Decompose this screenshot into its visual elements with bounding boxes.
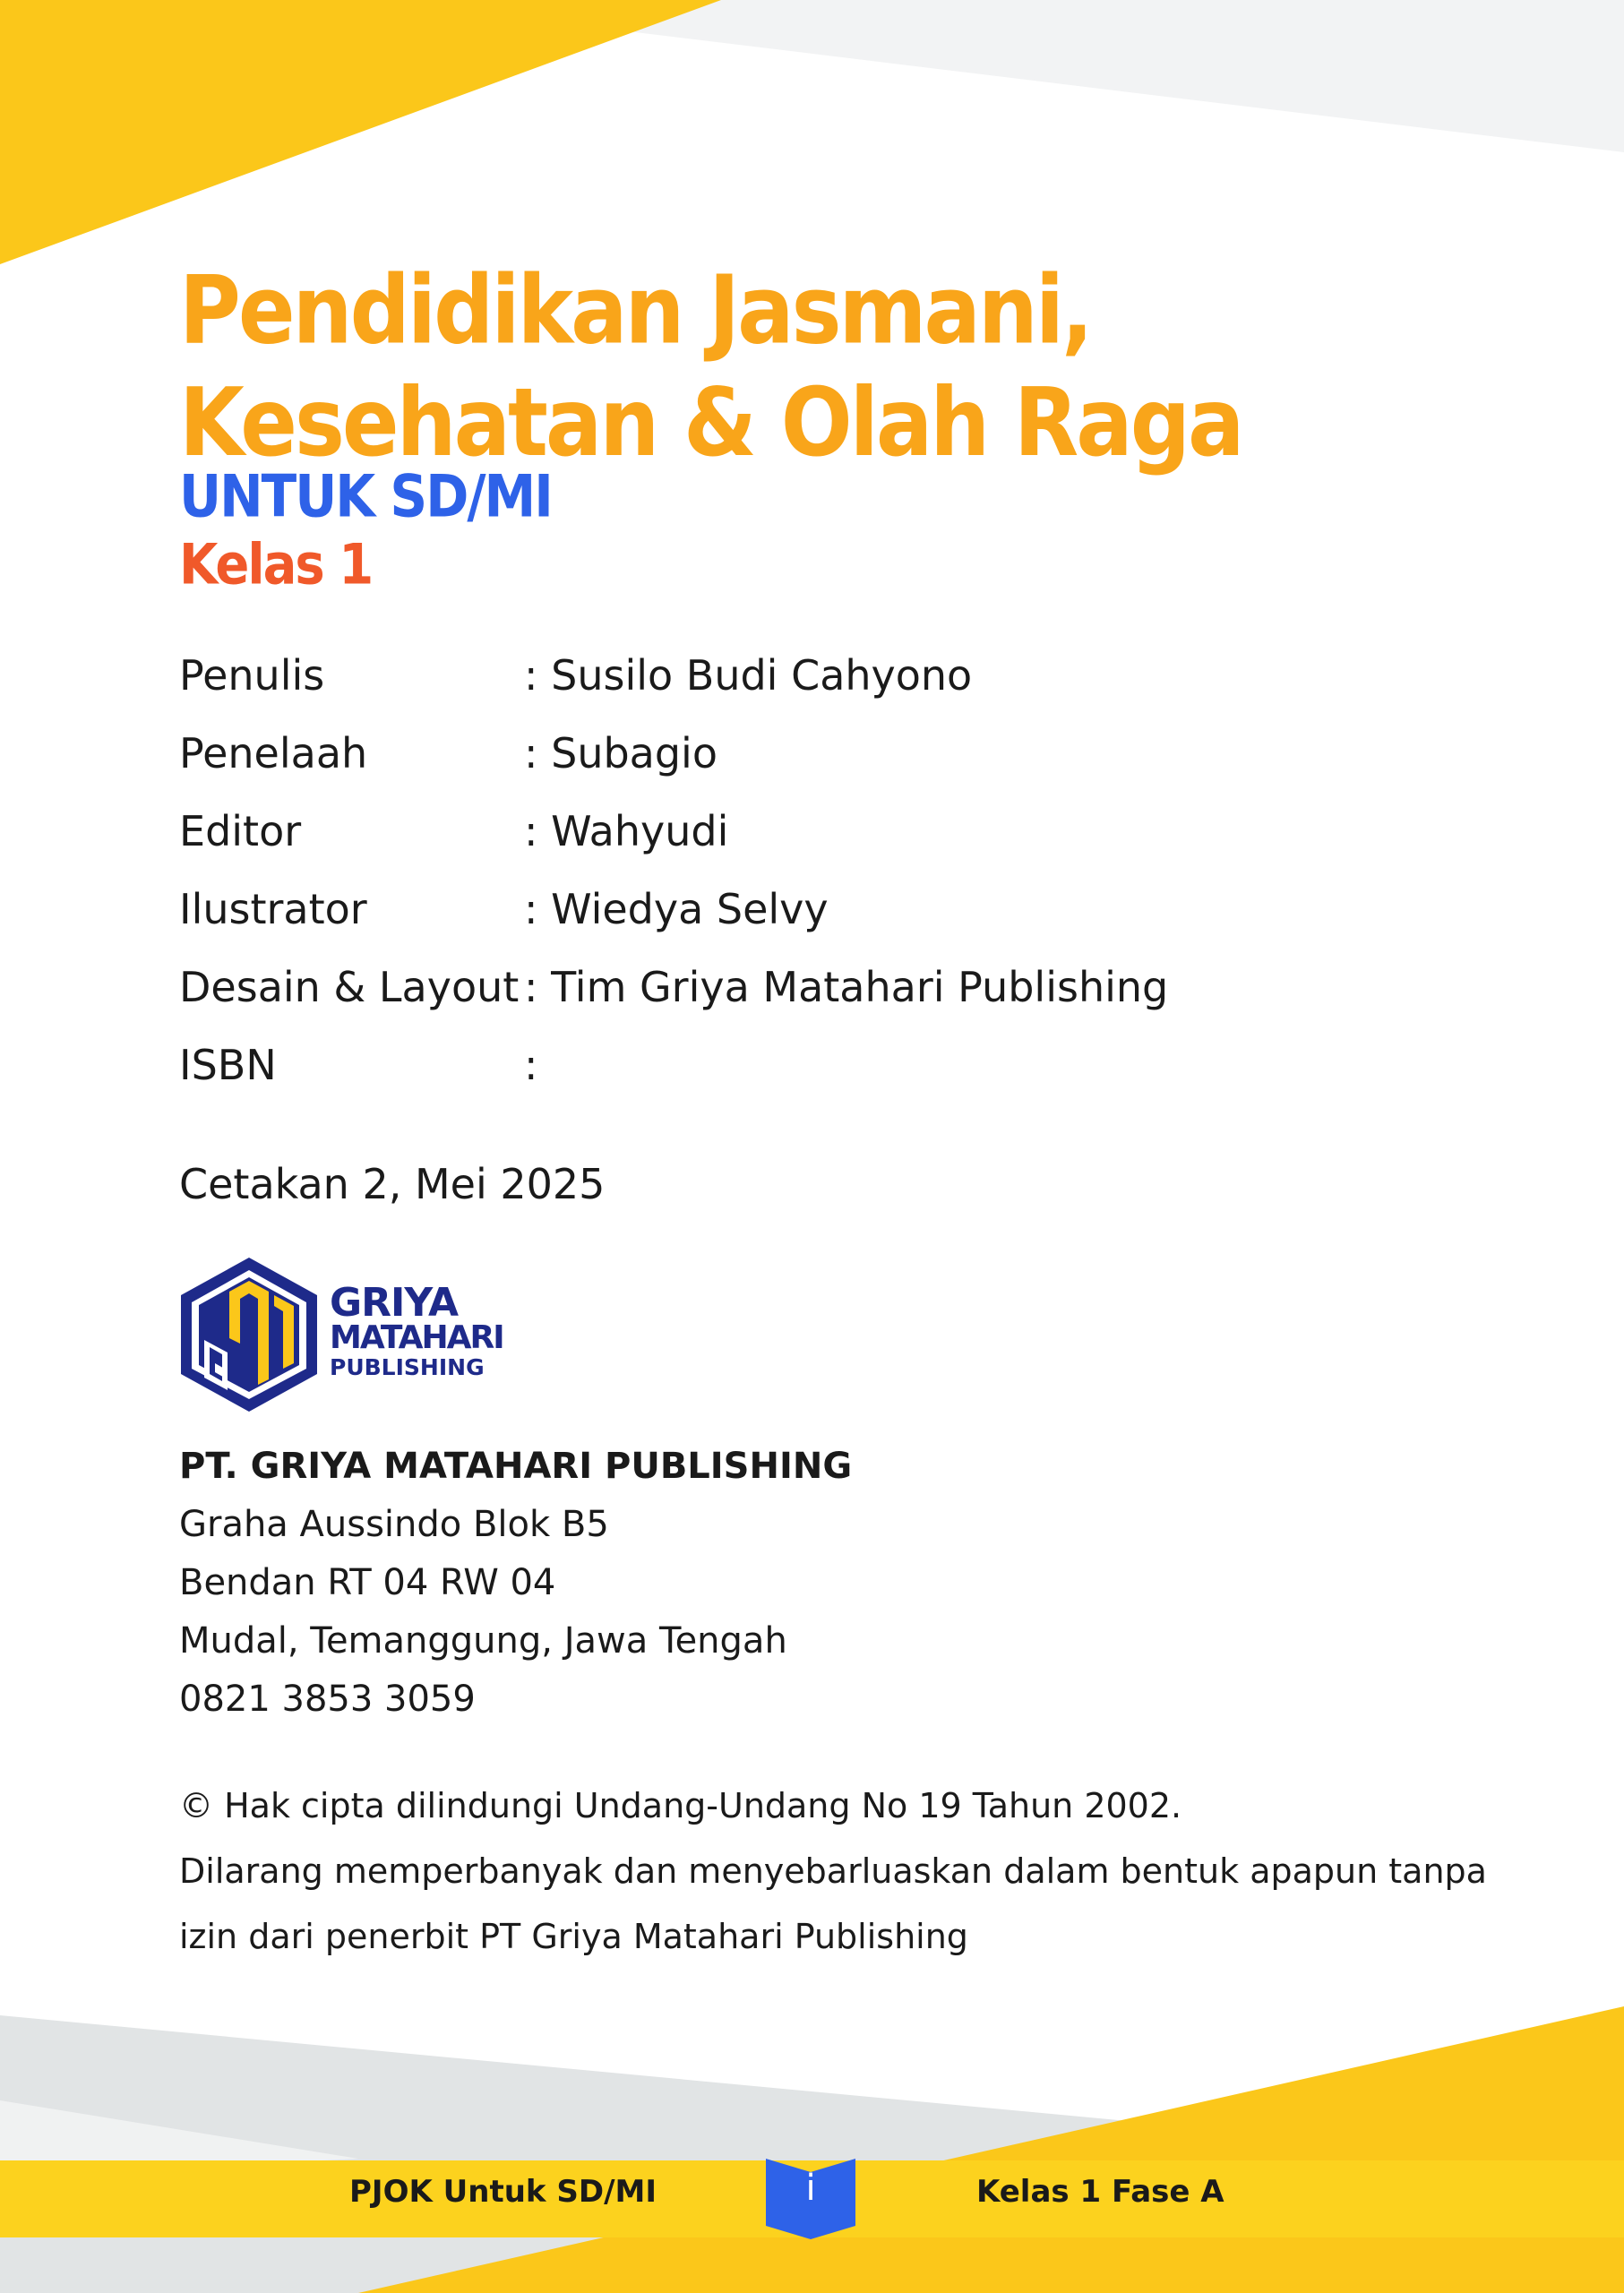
- credit-row-editor: [179, 792, 1168, 870]
- credit-value: :: [524, 1040, 538, 1089]
- publisher-phone: 0821 3853 3059: [179, 1679, 476, 1720]
- footer-grade: Kelas 1 Fase A: [976, 2174, 1224, 2210]
- book-title: [179, 255, 1242, 480]
- credits-list: [179, 636, 1168, 1104]
- credit-value: : Wahyudi: [524, 806, 729, 855]
- credit-label: Desain & Layout: [179, 962, 520, 1011]
- credit-row-design: [179, 948, 1168, 1026]
- credit-value: : Susilo Budi Cahyono: [524, 650, 973, 700]
- credit-row-author: [179, 636, 1168, 714]
- publisher-info: [179, 1438, 852, 1729]
- credit-label: Penulis: [179, 650, 325, 700]
- credit-label: Penelaah: [179, 728, 368, 777]
- copyright-line: Dilarang memperbanyak dan menyebarluaskan dalam bentuk apapun tanpa: [179, 1851, 1487, 1891]
- copyright-notice: [179, 1773, 1487, 1970]
- logo-text-griya: GRIYA: [330, 1280, 459, 1326]
- book-title-line1: Pendidikan Jasmani,: [179, 256, 1091, 366]
- credit-row-illustrator: [179, 870, 1168, 948]
- gm-cube-logo-icon: [177, 1254, 321, 1415]
- logo-text-publishing: PUBLISHING: [330, 1354, 485, 1380]
- footer-book-title: PJOK Untuk SD/MI: [349, 2174, 657, 2210]
- book-title-line2: Kesehatan & Olah Raga: [179, 368, 1242, 478]
- top-yellow-triangle: [0, 0, 721, 264]
- publisher-address-line: Mudal, Temanggung, Jawa Tengah: [179, 1620, 787, 1662]
- credit-value: : Tim Griya Matahari Publishing: [524, 962, 1169, 1011]
- top-gray-band: [591, 0, 1624, 152]
- book-subtitle: UNTUK SD/MI: [179, 462, 552, 531]
- publisher-address-line: Bendan RT 04 RW 04: [179, 1562, 556, 1603]
- credit-label: Editor: [179, 806, 302, 855]
- page-number: i: [805, 2168, 816, 2209]
- credit-value: : Wiedya Selvy: [524, 884, 829, 933]
- credit-value: : Subagio: [524, 728, 717, 777]
- logo-text-matahari: MATAHARI: [330, 1319, 503, 1356]
- publisher-address-line: Graha Aussindo Blok B5: [179, 1504, 609, 1545]
- edition-text: Cetakan 2, Mei 2025: [179, 1160, 606, 1208]
- copyright-line: izin dari penerbit PT Griya Matahari Publishing: [179, 1917, 968, 1956]
- publisher-logo: [177, 1254, 503, 1415]
- credit-label: Ilustrator: [179, 884, 367, 933]
- publisher-name: PT. GRIYA MATAHARI PUBLISHING: [179, 1446, 853, 1487]
- credit-row-reviewer: [179, 714, 1168, 792]
- credit-label: ISBN: [179, 1040, 277, 1089]
- copyright-line: © Hak cipta dilindungi Undang-Undang No 19 Tahun 2002.: [179, 1786, 1182, 1825]
- credit-row-isbn: [179, 1026, 1168, 1104]
- book-grade: Kelas 1: [179, 532, 373, 598]
